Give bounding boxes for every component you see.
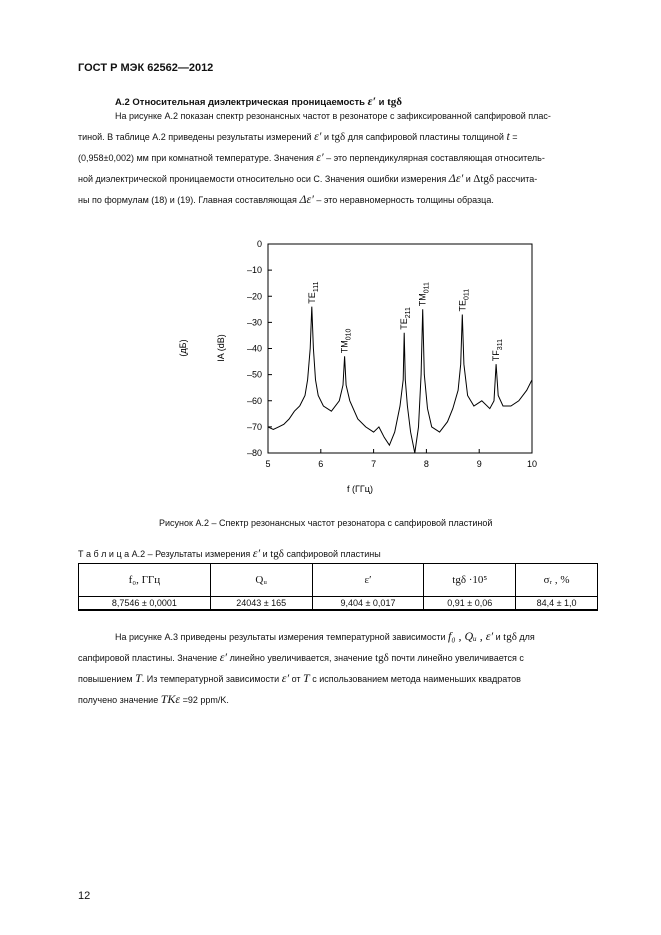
x-tick-label: 9 xyxy=(476,459,482,469)
x-tick-label: 6 xyxy=(318,459,324,469)
table-header-tgd: tgδ ·10⁵ xyxy=(424,564,516,597)
peak-label: $TE_{211}$ xyxy=(399,307,413,330)
spectrum-line xyxy=(300,307,532,453)
page-number: 12 xyxy=(78,890,91,902)
document-header: ГОСТ Р МЭК 62562—2012 xyxy=(78,62,214,74)
paragraph-1-line-1: На рисунке А.2 показан спектр резонансных частот в резонаторе с зафиксированной сапфировой плас- xyxy=(115,111,551,121)
y-tick-label: –60 xyxy=(246,395,262,406)
table-cell: 24043 ± 165 xyxy=(210,597,312,611)
peak-label: $TF_{311}$ xyxy=(491,339,505,362)
y-tick-label: –50 xyxy=(246,369,262,380)
y-tick-label: –20 xyxy=(246,291,262,302)
paragraph-1 xyxy=(78,106,598,210)
paragraph-2-line-4: получено значение TKε =92 ppm/K. xyxy=(78,692,229,706)
paragraph-2 xyxy=(78,626,598,710)
y-tick-label: –80 xyxy=(246,448,262,458)
paragraph-1-line-3: (0,958±0,002) мм при комнатной температуре. Значения ε′ – это перпендикулярная составляющая относитель- xyxy=(78,150,545,164)
table-cell: 9,404 ± 0,017 xyxy=(312,597,424,611)
y-tick-label: –30 xyxy=(246,317,262,328)
y-tick-label: –10 xyxy=(246,265,262,276)
table-header-qu: Qᵤ xyxy=(210,564,312,597)
y-tick-label: 0 xyxy=(256,239,262,249)
table-header-row xyxy=(79,564,598,597)
x-axis-label: f (ГГц) xyxy=(347,484,373,494)
peak-label: $TM_{010}$ xyxy=(339,328,353,354)
y-axis-label-ia: IA (dB) xyxy=(216,334,226,362)
x-tick-label: 10 xyxy=(526,459,538,469)
x-tick-label: 8 xyxy=(423,459,429,469)
table-cell: 0,91 ± 0,06 xyxy=(424,597,516,611)
paragraph-2-line-3: повышением T. Из температурной зависимости ε′ от T с использованием метода наименьших квадратов xyxy=(78,671,521,685)
paragraph-1-line-5: ны по формулам (18) и (19). Главная составляющая Δε′ – это неравномерность толщины образца. xyxy=(78,192,494,206)
y-tick-label: –40 xyxy=(246,343,262,354)
x-tick-label: 7 xyxy=(371,459,377,469)
paragraph-1-line-4: ной диэлектрической проницаемости относительно оси С. Значения ошибки измерения Δε′ и Δtgδ рассчита- xyxy=(78,171,538,185)
table-header-sigma: σᵣ , % xyxy=(516,564,598,597)
peak-label: $TE_{011}$ xyxy=(457,288,471,312)
table-header-eps: ε′ xyxy=(312,564,424,597)
figure-caption: Рисунок А.2 – Спектр резонансных частот резонатора с сапфировой пластиной xyxy=(159,518,493,528)
table-cell: 84,4 ± 1,0 xyxy=(516,597,598,611)
table-caption: Т а б л и ц а А.2 – Результаты измерения ε′ и tgδ сапфировой пластины xyxy=(78,546,381,560)
section-title: А.2 Относительная диэлектрическая проницаемость ε′ и tgδ xyxy=(115,94,402,108)
paragraph-2-line-2: сапфировой пластины. Значение ε′ линейно увеличивается, значение tgδ почти линейно увеличивается с xyxy=(78,650,524,664)
paragraph-2-line-1: На рисунке А.3 приведены результаты измерения температурной зависимости f₀ , Qᵤ , ε′ и tgδ для xyxy=(115,629,535,643)
table-cell: 8,7546 ± 0,0001 xyxy=(79,597,211,611)
y-tick-label: –70 xyxy=(246,421,262,432)
resonance-spectrum-chart xyxy=(160,232,560,502)
x-axis-ticks xyxy=(265,449,537,469)
results-table xyxy=(78,563,598,611)
table-row xyxy=(79,597,598,611)
table-header-f0: f₀, ГГц xyxy=(79,564,211,597)
peak-label: $TE_{111}$ xyxy=(306,281,320,304)
peak-labels xyxy=(307,281,504,361)
spectrum-line xyxy=(268,406,300,430)
peak-label: $TM_{011}$ xyxy=(417,282,431,307)
y-axis-label-db: (дБ) xyxy=(178,339,188,357)
plot-frame xyxy=(268,244,532,453)
paragraph-1-line-2: тиной. В таблице А.2 приведены результаты измерений ε′ и tgδ для сапфировой пластины толщиной t = xyxy=(78,129,518,143)
x-tick-label: 5 xyxy=(265,459,271,469)
